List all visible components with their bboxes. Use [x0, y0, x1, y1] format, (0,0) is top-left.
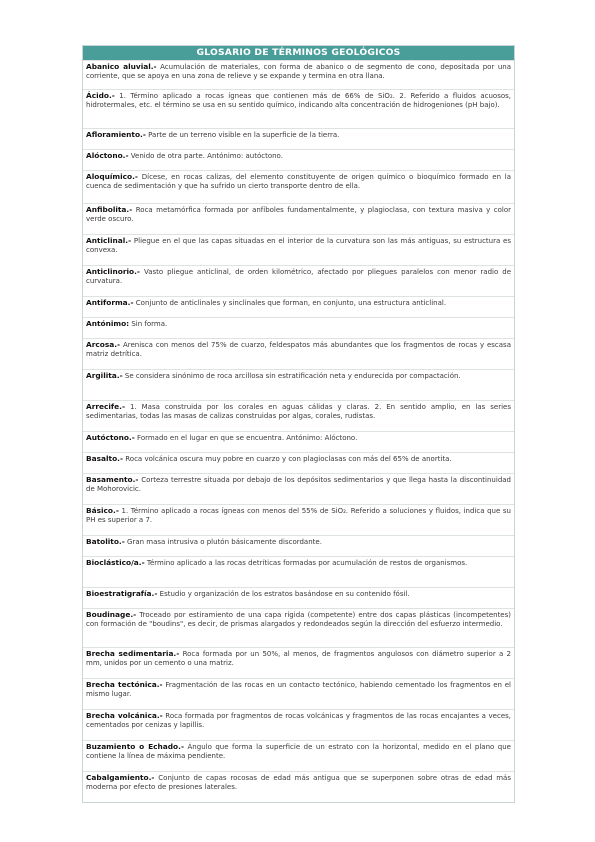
glossary-term: Anticlinorio.-	[86, 267, 140, 276]
glossary-definition: 1. Término aplicado a rocas ígneas con menos del 55% de SiO₂. Referido a soluciones y fluidos, indica que su PH es superior a 7.	[86, 507, 511, 525]
glossary-definition: Término aplicado a las rocas detríticas formadas por acumulación de restos de organismos.	[144, 559, 468, 567]
glossary-term: Antónimo:	[86, 319, 130, 328]
glossary-term: Batolito.-	[86, 537, 125, 546]
glossary-definition: Roca volcánica oscura muy pobre en cuarzo y con plagioclasas con más del 65% de anortita.	[123, 455, 452, 463]
glossary-entry	[83, 338, 514, 369]
glossary-definition: Roca formada por un 50%, al menos, de fragmentos angulosos con diámetro superior a 2 mm, unidos por un cemento o una matriz.	[86, 650, 511, 668]
glossary-entry	[83, 608, 514, 647]
glossary-definition: Roca metamórfica formada por anfíboles fundamentalmente, y plagioclasa, con textura masiva y color verde oscuro.	[86, 206, 511, 224]
glossary-entry	[83, 60, 514, 89]
glossary-entry	[83, 369, 514, 400]
glossary-definition: Sin forma.	[129, 320, 168, 328]
glossary-term: Brecha tectónica.-	[86, 680, 163, 689]
glossary-entry	[83, 234, 514, 265]
glossary-term: Bioestratigrafía.-	[86, 589, 158, 598]
glossary-entry	[83, 504, 514, 535]
glossary-term: Arcosa.-	[86, 340, 121, 349]
glossary-term: Boudinage.-	[86, 610, 137, 619]
glossary-title: GLOSARIO DE TÉRMINOS GEOLÓGICOS	[83, 46, 514, 60]
glossary-entry	[83, 771, 514, 802]
glossary-definition: Dícese, en rocas calizas, del elemento constituyente de origen químico o bioquímico formado en la cuenca de sedimentación y que ha sufrido un cierto transporte dentro de ella.	[86, 173, 511, 191]
glossary-definition: Vasto pliegue anticlinal, de orden kilométrico, afectado por pliegues paralelos con menor radio de curvatura.	[86, 268, 511, 286]
glossary-definition: Parte de un terreno visible en la superficie de la tierra.	[145, 131, 340, 139]
glossary-definition: Acumulación de materiales, con forma de abanico o de segmento de cono, depositada por una corriente, que se apoya en una zona de relieve y se expande y termina en otra llana.	[86, 63, 511, 81]
glossary-entry	[83, 400, 514, 431]
glossary-entry	[83, 587, 514, 608]
glossary-entry	[83, 452, 514, 473]
glossary-term: Basalto.-	[86, 454, 124, 463]
glossary-definition: 1. Término aplicado a rocas ígneas que contienen más de 66% de SiO₂. 2. Referido a fluidos acuosos, hidrotermales, etc. el término se usa en su sentido químico, indicando alta concentración de hidrogeniones (pH bajo).	[86, 92, 511, 110]
glossary-entries	[83, 60, 514, 802]
glossary-entry	[83, 556, 514, 587]
glossary-entry	[83, 740, 514, 771]
glossary-term: Arrecife.-	[86, 402, 126, 411]
glossary-entry	[83, 473, 514, 504]
glossary-entry	[83, 709, 514, 740]
glossary-term: Alóctono.-	[86, 151, 129, 160]
glossary-definition: Conjunto de capas rocosas de edad más antigua que se superponen sobre otras de edad más moderna por efecto de presiones laterales.	[86, 774, 511, 792]
glossary-term: Afloramiento.-	[86, 130, 146, 139]
glossary-definition: Formado en el lugar en que se encuentra. Antónimo: Alóctono.	[134, 434, 358, 442]
glossary-term: Antiforma.-	[86, 298, 134, 307]
glossary-entry	[83, 535, 514, 556]
glossary-entry	[83, 128, 514, 149]
glossary-entry	[83, 678, 514, 709]
glossary-definition: Roca formada por fragmentos de rocas volcánicas y fragmentos de las rocas encajantes a veces, cementados por cenizas y lapillis.	[86, 712, 512, 730]
glossary-term: Bioclástico/a.-	[86, 558, 145, 567]
glossary-term: Anticlinal.-	[86, 236, 132, 245]
glossary-definition: Estudio y organización de los estratos basándose en su contenido fósil.	[157, 590, 410, 598]
glossary-definition: Conjunto de anticlinales y sinclinales que forman, en conjunto, una estructura anticlinal.	[133, 299, 447, 307]
glossary-term: Aloquímico.-	[86, 172, 138, 181]
glossary-definition: Arenisca con menos del 75% de cuarzo, feldespatos más abundantes que los fragmentos de rocas y escasa matriz detrítica.	[86, 341, 511, 359]
glossary-term: Buzamiento o Echado.-	[86, 742, 185, 751]
glossary-definition: Gran masa intrusiva o plutón básicamente discordante.	[124, 538, 322, 546]
glossary-definition: Corteza terrestre situada por debajo de los depósitos sedimentarios y que llega hasta la discontinuidad de Mohorovicic.	[86, 476, 511, 494]
glossary-table	[82, 45, 515, 803]
glossary-term: Abanico aluvial.-	[86, 62, 157, 71]
glossary-definition: Fragmentación de las rocas en un contacto tectónico, habiendo cementado los fragmentos en el mismo lugar.	[86, 681, 511, 699]
glossary-term: Argilita.-	[86, 371, 123, 380]
glossary-entry	[83, 431, 514, 452]
glossary-entry	[83, 89, 514, 128]
glossary-entry	[83, 170, 514, 203]
glossary-term: Basamento.-	[86, 475, 139, 484]
glossary-definition: Venido de otra parte. Antónimo: autóctono.	[128, 152, 283, 160]
glossary-entry	[83, 317, 514, 338]
glossary-term: Ácido.-	[86, 91, 115, 100]
glossary-term: Brecha volcánica.-	[86, 711, 163, 720]
glossary-definition: Se considera sinónimo de roca arcillosa sin estratificación neta y endurecida por compactación.	[122, 372, 461, 380]
glossary-entry	[83, 296, 514, 317]
glossary-definition: Troceado por estiramiento de una capa rígida (competente) entre dos capas plásticas (incompetentes) con formación de "boudins", es decir, de prismas alargados y redondeados según la dirección del esfuerzo intermedio.	[86, 611, 511, 629]
glossary-term: Brecha sedimentaria.-	[86, 649, 180, 658]
glossary-term: Cabalgamiento.-	[86, 773, 155, 782]
glossary-term: Anfibolita.-	[86, 205, 133, 214]
glossary-definition: Ángulo que forma la superficie de un estrato con la horizontal, medido en el plano que contiene la línea de máxima pendiente.	[86, 743, 511, 761]
glossary-entry	[83, 265, 514, 296]
glossary-definition: Pliegue en el que las capas situadas en el interior de la curvatura son las más antiguas, su estructura es convexa.	[86, 237, 511, 255]
glossary-term: Básico.-	[86, 506, 119, 515]
glossary-definition: 1. Masa construida por los corales en aguas cálidas y claras. 2. En sentido amplio, en las series sedimentarias, todas las masas de calizas construidas por algas, corales, rudistas.	[86, 403, 511, 421]
glossary-entry	[83, 647, 514, 678]
glossary-entry	[83, 149, 514, 170]
glossary-entry	[83, 203, 514, 234]
glossary-term: Autóctono.-	[86, 433, 135, 442]
